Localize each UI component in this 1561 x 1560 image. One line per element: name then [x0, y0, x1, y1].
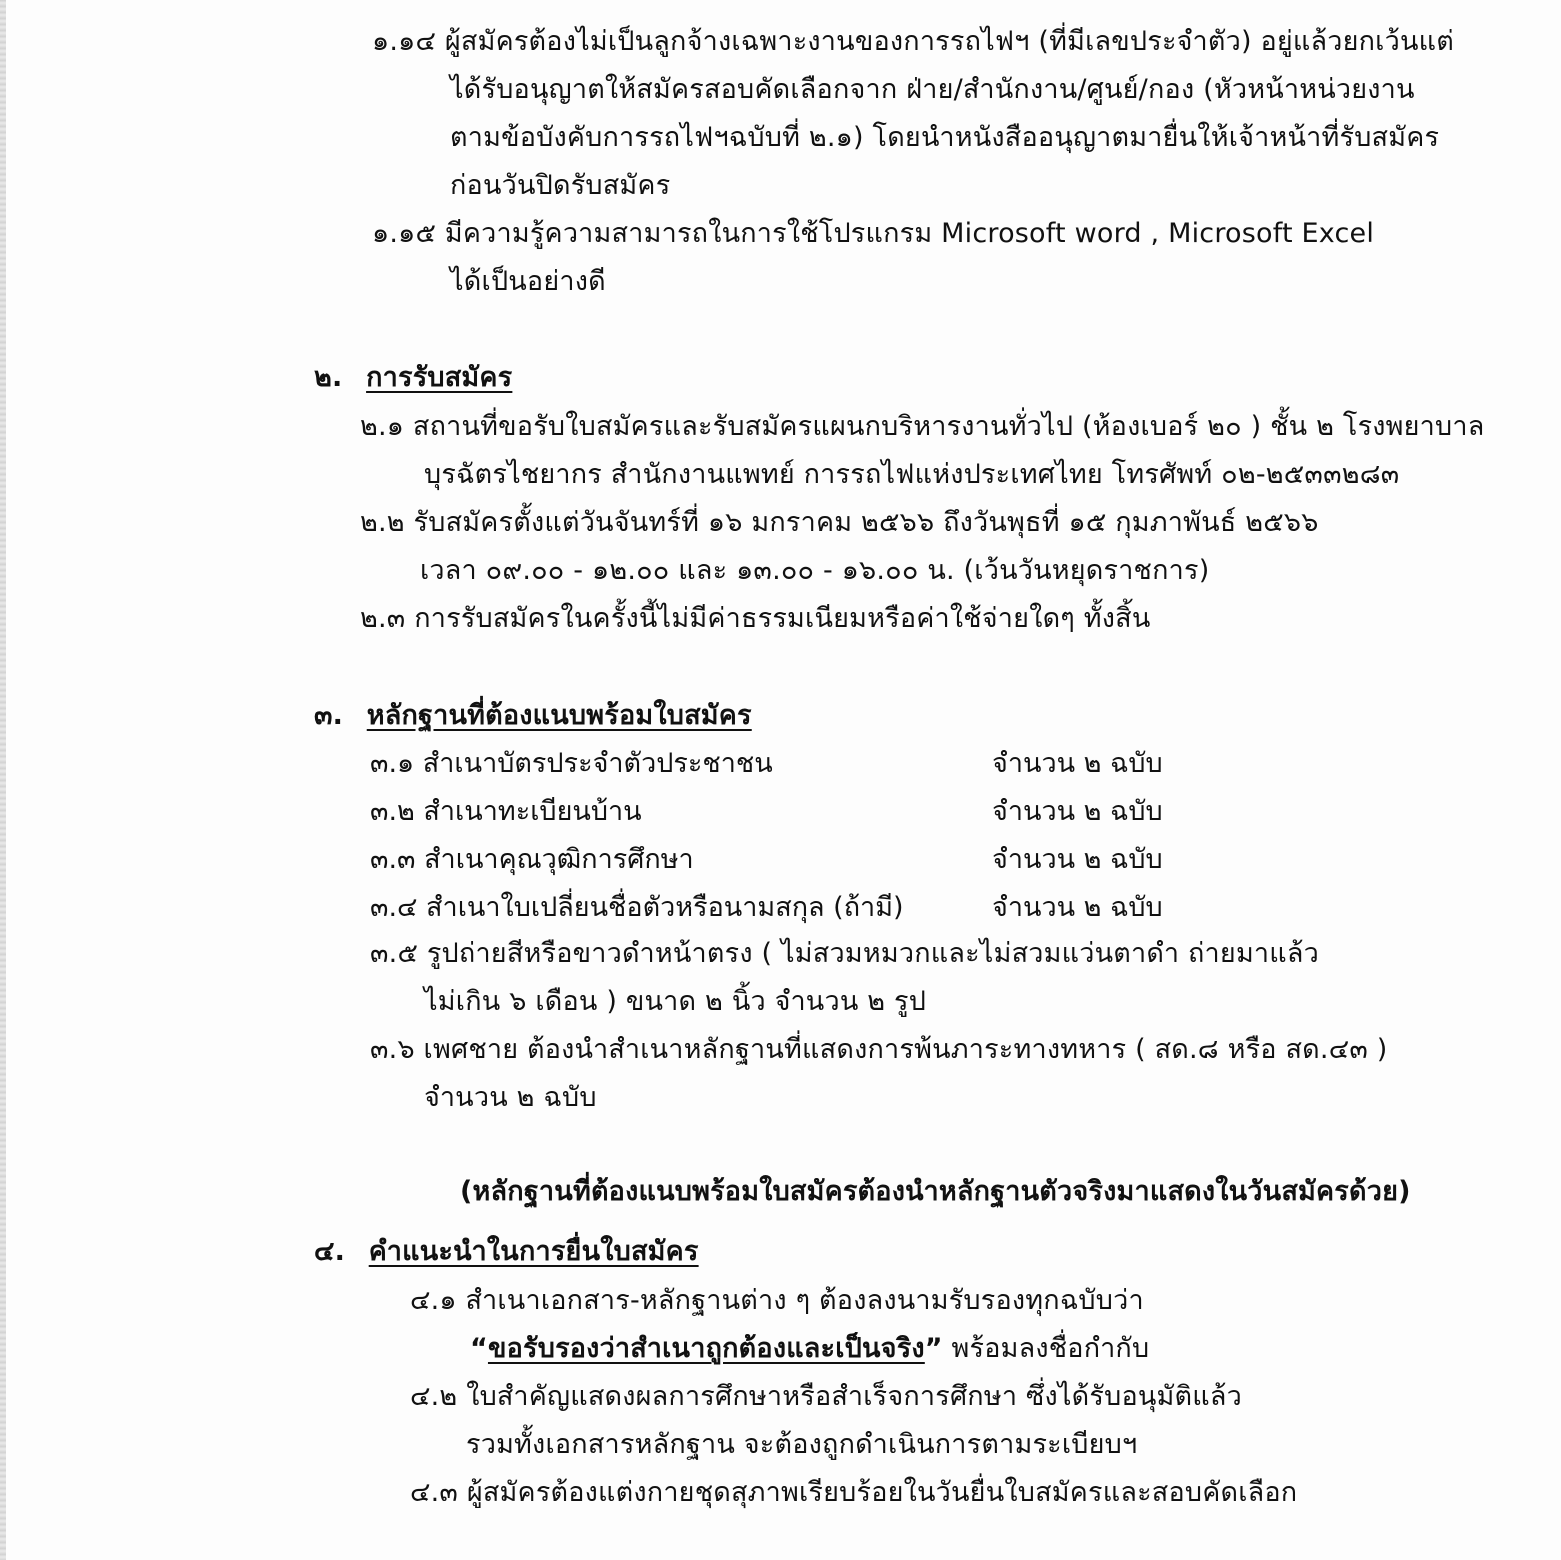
doc-label: ๓.๑ สำเนาบัตรประจำตัวประชาชน	[370, 748, 773, 779]
doc-label: ๓.๔ สำเนาใบเปลี่ยนชื่อตัวหรือนามสกุล (ถ้ามี)	[370, 892, 904, 923]
item-1-14-line1: ๑.๑๔ ผู้สมัครต้องไม่เป็นลูกจ้างเฉพาะงานของการรถไฟฯ (ที่มีเลขประจำตัว) อยู่แล้วยกเว้นแต่	[372, 26, 1454, 57]
quote-open: “	[470, 1333, 488, 1364]
section-3-note: (หลักฐานที่ต้องแนบพร้อมใบสมัครต้องนำหลักฐานตัวจริงมาแสดงในวันสมัครด้วย)	[460, 1176, 1411, 1207]
item-3-6-line1: ๓.๖ เพศชาย ต้องนำสำเนาหลักฐานที่แสดงการพ้นภาระทางทหาร ( สด.๘ หรือ สด.๔๓ )	[370, 1034, 1388, 1065]
section-3-title: หลักฐานที่ต้องแนบพร้อมใบสมัคร	[366, 700, 752, 731]
doc-row	[370, 792, 1163, 832]
section-2-title: การรับสมัคร	[366, 362, 513, 393]
doc-row	[370, 840, 1163, 880]
item-2-1-line1: ๒.๑ สถานที่ขอรับใบสมัครและรับสมัครแผนกบริหารงานทั่วไป (ห้องเบอร์ ๒๐ ) ชั้น ๒ โรงพยาบาล	[360, 411, 1485, 442]
certification-phrase: ขอรับรองว่าสำเนาถูกต้องและเป็นจริง	[487, 1333, 925, 1364]
scan-edge	[0, 0, 6, 1560]
doc-row	[370, 744, 1163, 784]
doc-row	[370, 888, 1163, 928]
item-1-14-line3: ตามข้อบังคับการรถไฟฯฉบับที่ ๒.๑) โดยนำหนังสืออนุญาตมายื่นให้เจ้าหน้าที่รับสมัคร	[450, 122, 1440, 153]
item-1-14-line4: ก่อนวันปิดรับสมัคร	[450, 170, 671, 201]
doc-amount: จำนวน ๒ ฉบับ	[992, 892, 1163, 923]
item-4-2-line1: ๔.๒ ใบสำคัญแสดงผลการศึกษาหรือสำเร็จการศึกษา ซึ่งได้รับอนุมัติแล้ว	[410, 1381, 1242, 1412]
item-4-3: ๔.๓ ผู้สมัครต้องแต่งกายชุดสุภาพเรียบร้อยในวันยื่นใบสมัครและสอบคัดเลือก	[410, 1477, 1298, 1508]
item-2-2-line1: ๒.๒ รับสมัครตั้งแต่วันจันทร์ที่ ๑๖ มกราคม ๒๕๖๖ ถึงวันพุธที่ ๑๕ กุมภาพันธ์ ๒๕๖๖	[360, 507, 1319, 538]
item-4-1-line1: ๔.๑ สำเนาเอกสาร-หลักฐานต่าง ๆ ต้องลงนามรับรองทุกฉบับว่า	[410, 1285, 1144, 1316]
doc-label: ๓.๓ สำเนาคุณวุฒิการศึกษา	[370, 844, 694, 875]
doc-amount: จำนวน ๒ ฉบับ	[992, 796, 1163, 827]
item-4-2-line2: รวมทั้งเอกสารหลักฐาน จะต้องถูกดำเนินการตามระเบียบฯ	[466, 1429, 1138, 1460]
doc-amount: จำนวน ๒ ฉบับ	[992, 844, 1163, 875]
section-4-number: ๔.	[314, 1236, 346, 1267]
section-3-heading	[314, 696, 752, 736]
section-2-heading	[314, 358, 512, 398]
section-2-number: ๒.	[314, 362, 343, 393]
item-2-2-line2: เวลา ๐๙.๐๐ - ๑๒.๐๐ และ ๑๓.๐๐ - ๑๖.๐๐ น. (เว้นวันหยุดราชการ)	[420, 555, 1210, 586]
item-2-3: ๒.๓ การรับสมัครในครั้งนี้ไม่มีค่าธรรมเนียมหรือค่าใช้จ่ายใดๆ ทั้งสิ้น	[360, 603, 1151, 634]
item-3-5-line2: ไม่เกิน ๖ เดือน ) ขนาด ๒ นิ้ว จำนวน ๒ รูป	[424, 986, 927, 1017]
item-4-1-tail: พร้อมลงชื่อกำกับ	[942, 1333, 1150, 1364]
item-4-1-line2	[470, 1329, 1149, 1369]
doc-label: ๓.๒ สำเนาทะเบียนบ้าน	[370, 796, 642, 827]
item-1-15-line1: ๑.๑๕ มีความรู้ความสามารถในการใช้โปรแกรม Microsoft word , Microsoft Excel	[372, 218, 1375, 249]
doc-amount: จำนวน ๒ ฉบับ	[992, 748, 1163, 779]
item-2-1-line2: บุรฉัตรไชยากร สำนักงานแพทย์ การรถไฟแห่งประเทศไทย โทรศัพท์ ๐๒-๒๕๓๓๒๘๓	[424, 459, 1400, 490]
item-1-15-line2: ได้เป็นอย่างดี	[450, 266, 606, 297]
section-4-title: คำแนะนำในการยื่นใบสมัคร	[368, 1236, 699, 1267]
item-1-14-line2: ได้รับอนุญาตให้สมัครสอบคัดเลือกจาก ฝ่าย/สำนักงาน/ศูนย์/กอง (หัวหน้าหน่วยงาน	[450, 74, 1415, 105]
item-3-6-line2: จำนวน ๒ ฉบับ	[424, 1082, 597, 1113]
quote-close: ”	[924, 1333, 943, 1364]
section-4-heading	[314, 1232, 699, 1272]
item-3-5-line1: ๓.๕ รูปถ่ายสีหรือขาวดำหน้าตรง ( ไม่สวมหมวกและไม่สวมแว่นตาดำ ถ่ายมาแล้ว	[370, 938, 1320, 969]
section-3-number: ๓.	[314, 700, 344, 731]
